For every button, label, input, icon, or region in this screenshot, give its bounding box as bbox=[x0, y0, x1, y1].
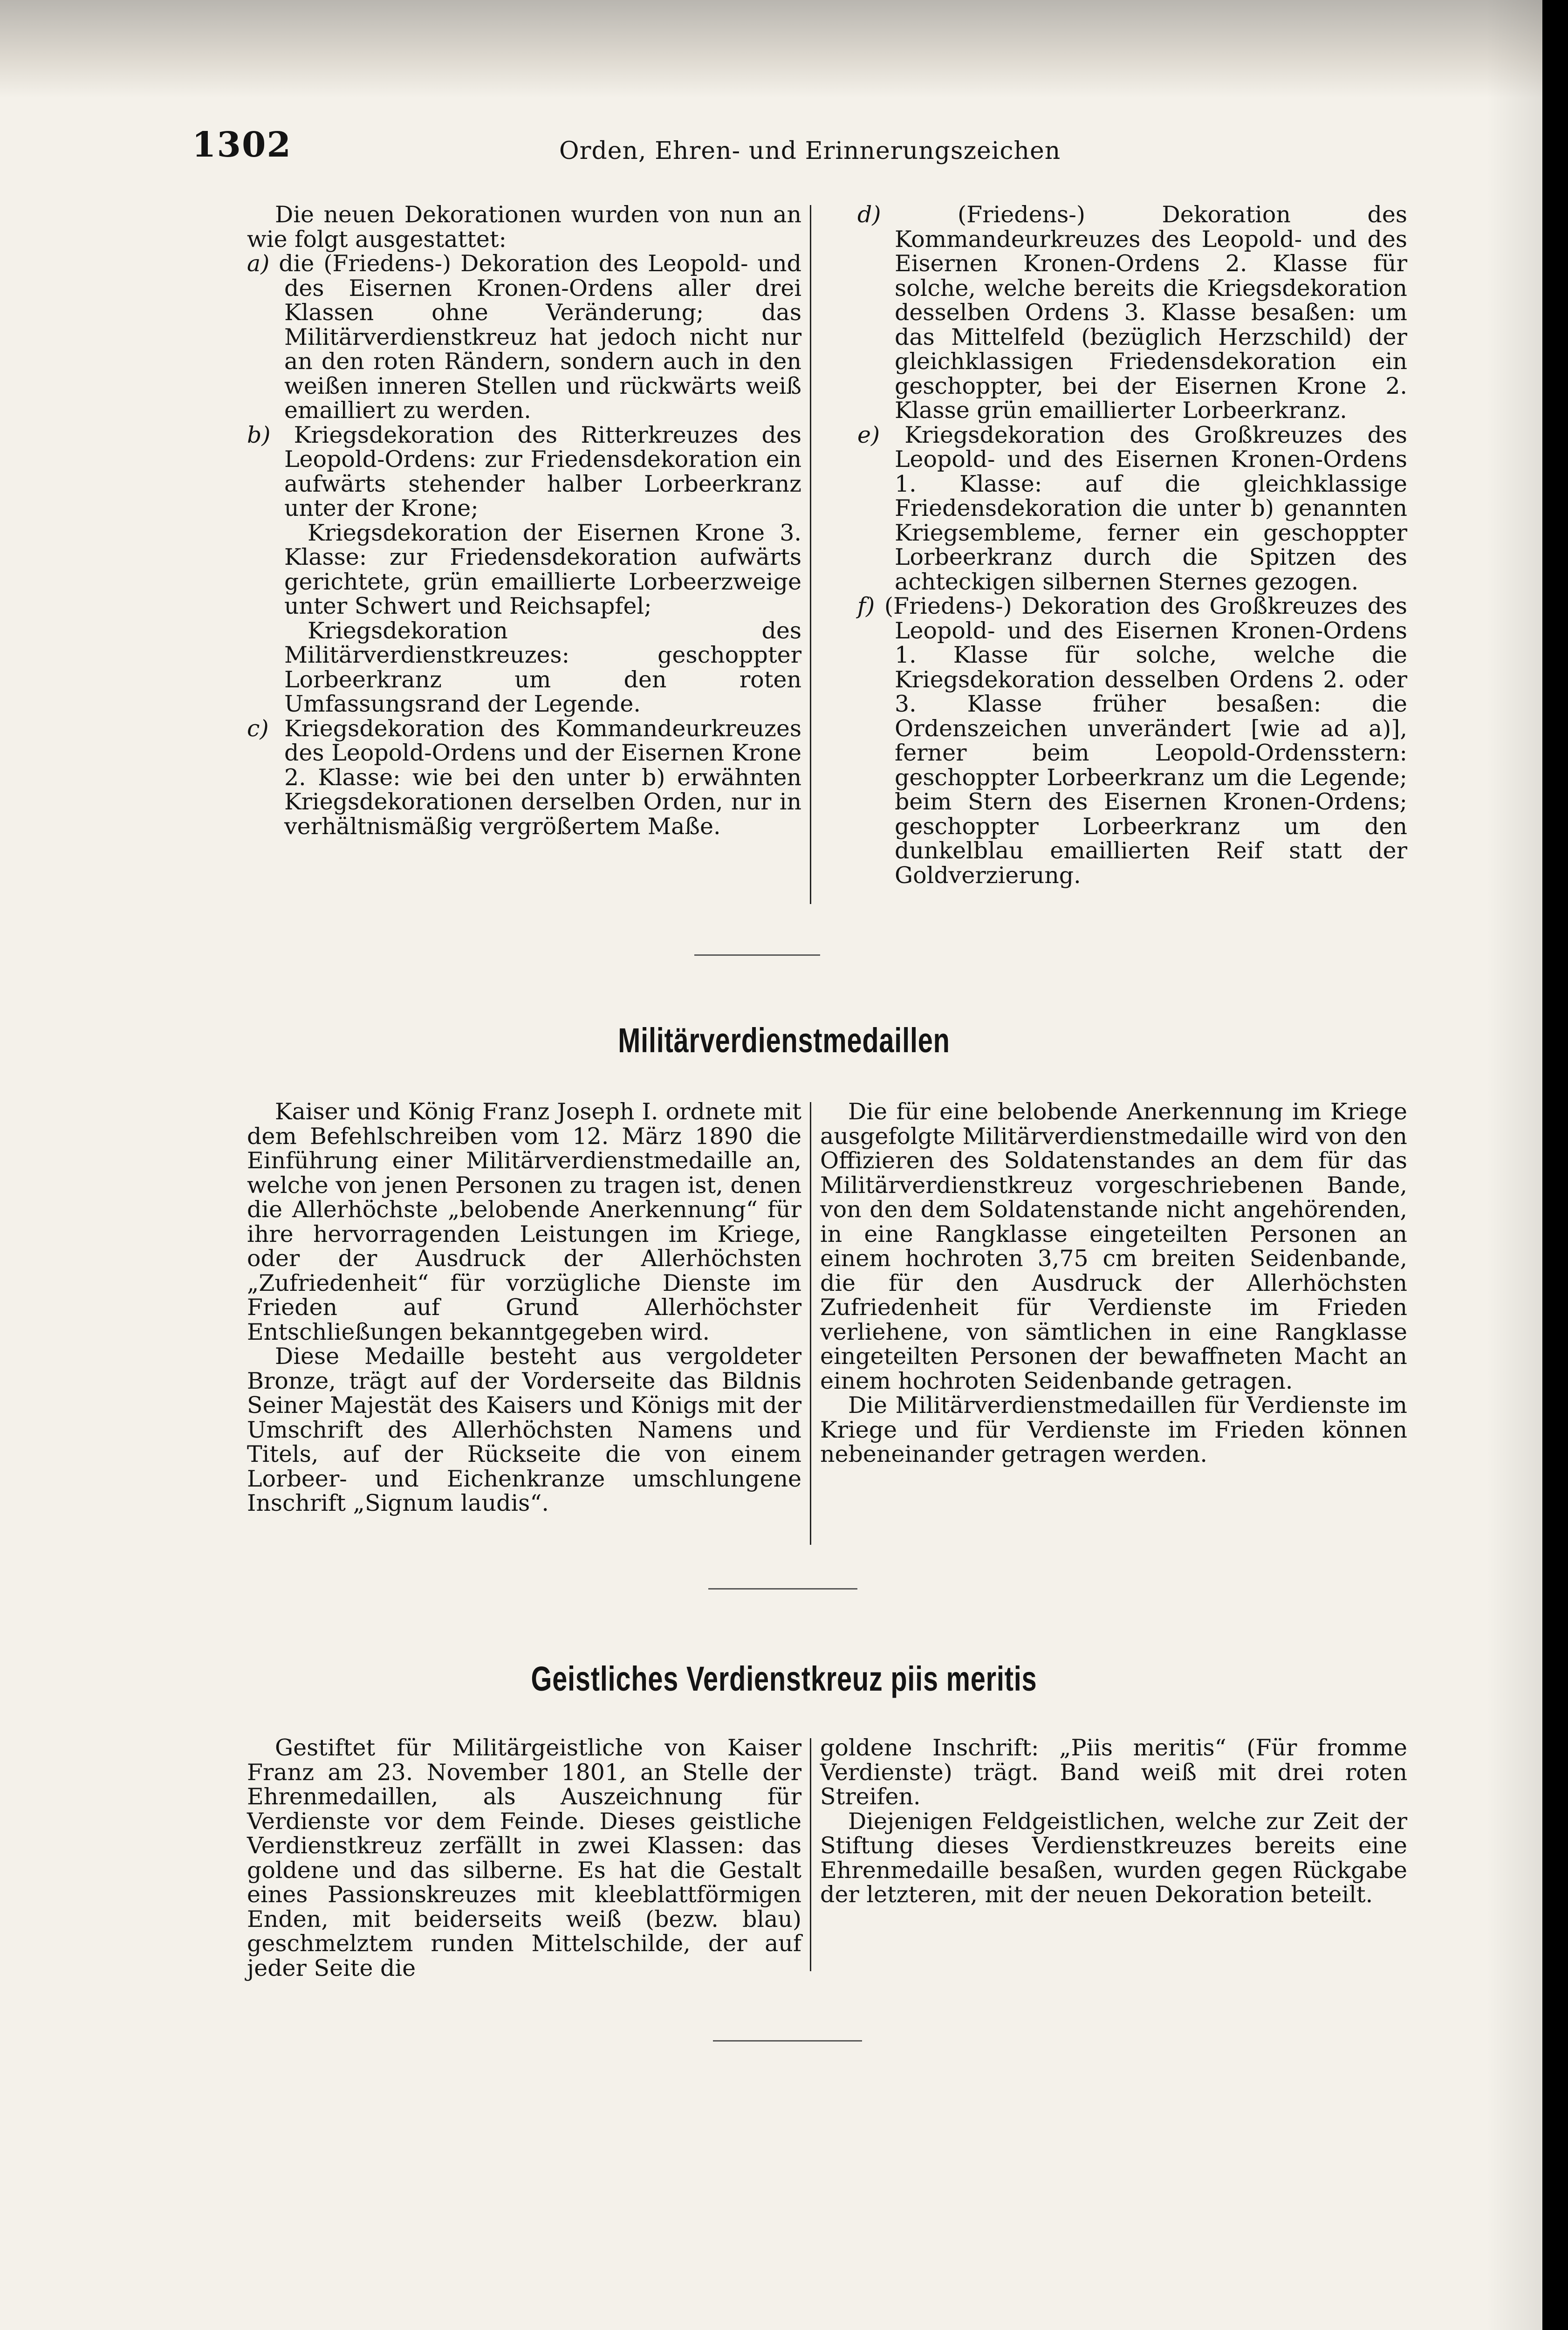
section2-right-paragraph-2: Diejenigen Feldgeistlichen, welche zur Zeit der Stiftung dieses Verdienstkreuzes bereits eine Ehrenmedaille besaßen, wurden gegen Rückgabe der letzteren, mit der neuen Dekoration beteilt. bbox=[820, 1808, 1407, 1908]
item-f-tag: f) bbox=[857, 593, 875, 619]
intro-paragraph: Die neuen Dekorationen wurden von nun an wie folgt ausgestattet: bbox=[247, 201, 801, 253]
item-d-text: (Friedens-) Dekoration des Kommandeurkreuzes des Leopold- und des Eisernen Kronen-Ordens 2. Klasse für solche, welche bereits die Kriegsdekoration desselben Ordens 3. Klasse besaßen: um das Mittelfeld (bezüglich Herzschild) der gleichklassigen Friedensdekoration ein geschoppter, bei der Eisernen Krone 2. Klasse grün emaillierter Lorbeerkranz. bbox=[895, 201, 1408, 424]
item-b-continuation-1: Kriegsdekoration der Eisernen Krone 3. Klasse: zur Friedensdekoration aufwärts gerichtete, grün emaillierte Lorbeerzweige unter Schwert und Reichsapfel; bbox=[284, 519, 801, 619]
item-f-text: (Friedens-) Dekoration des Großkreuzes des Leopold- und des Eisernen Kronen-Ordens 1. Klasse für solche, welche die Kriegsdekoration desselben Ordens 2. oder 3. Klasse früher besaßen: die Ordenszeichen unverändert [wie ad a)], ferner beim Leopold-Ordensstern: geschoppter Lorbeerkranz um die Legende; beim Stern des Eisernen Kronen-Ordens; geschoppter Lorbeerkranz um den dunkelblau emaillierten Reif statt der Goldverzierung. bbox=[884, 593, 1407, 889]
section-separator-3 bbox=[713, 2040, 862, 2042]
top-right-column bbox=[857, 203, 1407, 888]
section2-right-paragraph-1: goldene Inschrift: „Piis meritis“ (Für fromme Verdienste) trägt. Band weiß mit drei roten Streifen. bbox=[820, 1734, 1407, 1810]
section2-right-column bbox=[820, 1736, 1407, 1907]
item-e bbox=[857, 423, 1407, 595]
section2-left-paragraph-1: Gestiftet für Militärgeistliche von Kaiser Franz am 23. November 1801, an Stelle der Ehrenmedaillen, als Auszeichnung für Verdienste vor dem Feinde. Dieses geistliche Verdienstkreuz zerfällt in zwei Klassen: das goldene und das silberne. Es hat die Gestalt eines Passionskreuzes mit kleeblattförmigen Enden, mit beiderseits weiß (bezw. blau) geschmelztem runden Mittelschilde, der auf jeder Seite die bbox=[247, 1734, 801, 1981]
section1-right-paragraph-2: Die Militärverdienstmedaillen für Verdienste im Kriege und für Verdienste im Frieden können nebeneinander getragen werden. bbox=[820, 1392, 1407, 1467]
item-d bbox=[857, 203, 1407, 423]
running-title: Orden, Ehren- und Erinnerungszeichen bbox=[559, 137, 1061, 165]
item-b-continuation-2: Kriegsdekoration des Militärverdienstkreuzes: geschoppter Lorbeerkranz um den roten Umfassungsrand der Legende. bbox=[284, 617, 801, 717]
column-divider-section1 bbox=[810, 1102, 811, 1545]
section1-left-column bbox=[247, 1100, 801, 1516]
scan-edge-shade bbox=[1486, 0, 1542, 2330]
item-d-tag: d) bbox=[857, 201, 881, 228]
item-b-text: Kriegsdekoration des Ritterkreuzes des Leopold-Ordens: zur Friedensdekoration ein aufwärts stehender halber Lorbeerkranz unter der Krone; bbox=[284, 421, 802, 521]
item-c bbox=[247, 717, 801, 839]
section2-left-column bbox=[247, 1736, 801, 1980]
top-left-column bbox=[247, 203, 801, 839]
item-f bbox=[857, 594, 1407, 888]
item-a-text: die (Friedens-) Dekoration des Leopold- und des Eisernen Kronen-Ordens aller drei Klassen ohne Veränderung; das Militärverdienstkreuz hat jedoch nicht nur an den roten Rändern, sondern auch in den weißen inneren Stellen und rückwärts weiß emailliert zu werden. bbox=[279, 250, 801, 424]
section-separator-1 bbox=[694, 954, 820, 956]
section1-right-column bbox=[820, 1100, 1407, 1467]
page-number: 1302 bbox=[192, 125, 292, 165]
item-a bbox=[247, 252, 801, 423]
column-divider-top bbox=[810, 205, 811, 904]
item-b bbox=[247, 423, 801, 521]
scan-top-shadow bbox=[0, 0, 1568, 98]
column-divider-section2 bbox=[810, 1738, 811, 1971]
section-title-geistliches-verdienstkreuz: Geistliches Verdienstkreuz piis meritis bbox=[531, 1659, 1037, 1698]
item-a-tag: a) bbox=[247, 250, 270, 277]
item-c-text: Kriegsdekoration des Kommandeurkreuzes des Leopold-Ordens und der Eisernen Krone 2. Klasse: wie bei den unter b) erwähnten Kriegsdekorationen derselben Orden, nur in verhältnismäßig vergrößertem Maße. bbox=[284, 715, 801, 840]
item-b-tag: b) bbox=[247, 421, 271, 448]
section-separator-2 bbox=[708, 1588, 857, 1590]
section1-right-paragraph-1: Die für eine belobende Anerkennung im Kriege ausgefolgte Militärverdienstmedaille wird von den Offizieren des Soldatenstandes an dem für das Militärverdienstkreuz vorgeschriebenen Bande, von den dem Soldatenstande nicht angehörenden, in eine Rangklasse eingeteilten Personen an einem hochroten 3,75 cm breiten Seidenbande, die für den Ausdruck der Allerhöchsten Zufriedenheit für Verdienste im Frieden verliehene, von sämtlichen in eine Rangklasse eingeteilten Personen der bewaffneten Macht an einem hochroten Seidenbande getragen. bbox=[820, 1098, 1407, 1394]
item-c-tag: c) bbox=[247, 715, 269, 742]
section1-left-paragraph-1: Kaiser und König Franz Joseph I. ordnete mit dem Befehlschreiben vom 12. März 1890 die Einführung einer Militärverdienstmedaille an, welche von jenen Personen zu tragen ist, denen die Allerhöchste „belobende Anerkennung“ für ihre hervorragenden Leistungen im Kriege, oder der Ausdruck der Allerhöchsten „Zufriedenheit“ für vorzügliche Dienste im Frieden auf Grund Allerhöchster Entschließungen bekanntgegeben wird. bbox=[247, 1098, 801, 1345]
section1-left-paragraph-2: Diese Medaille besteht aus vergoldeter Bronze, trägt auf der Vorderseite das Bildnis Seiner Majestät des Kaisers und Königs mit der Umschrift des Allerhöchsten Namens und Titels, auf der Rückseite die von einem Lorbeer- und Eichenkranze umschlungene Inschrift „Signum laudis“. bbox=[247, 1343, 801, 1516]
section-title-militaerverdienstmedaillen: Militärverdienstmedaillen bbox=[618, 1021, 950, 1060]
item-e-text: Kriegsdekoration des Großkreuzes des Leopold- und des Eisernen Kronen-Ordens 1. Klasse: auf die gleichklassige Friedensdekoration die unter b) genannten Kriegsembleme, ferner ein geschoppter Lorbeerkranz durch die Spitzen des achteckigen silbernen Sternes gezogen. bbox=[895, 421, 1407, 595]
scan-edge-border bbox=[1542, 0, 1568, 2330]
item-e-tag: e) bbox=[857, 421, 880, 448]
